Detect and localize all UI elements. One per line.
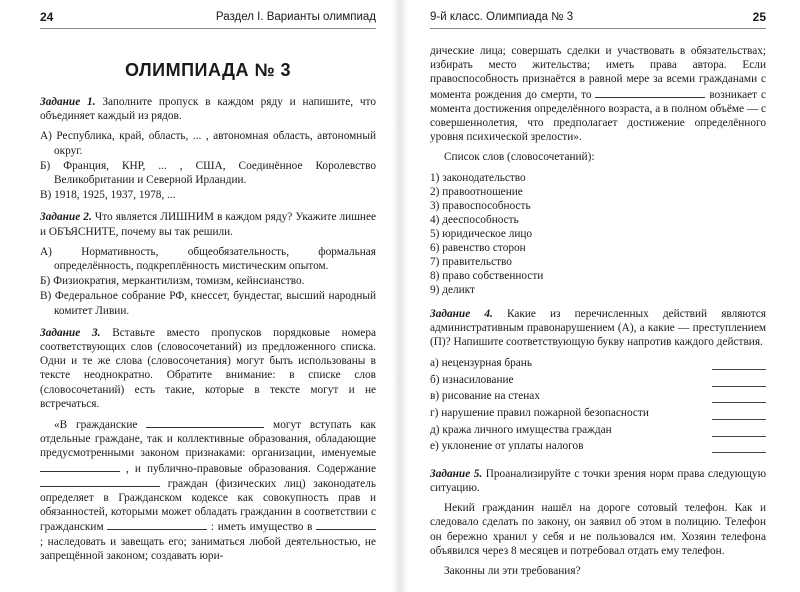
word-list-item: 8) право собственности (430, 269, 544, 282)
word-list-item: 7) правительство (430, 255, 512, 268)
right-page (400, 0, 800, 592)
task-4-item-text: д) кража личного имущества граждан (430, 423, 612, 436)
task-5-text: Проанализируйте с точки зрения норм права следующую ситуацию. (430, 467, 767, 494)
right-page-number: 25 (752, 10, 766, 24)
passage-s1: «В гражданские (54, 419, 138, 432)
task-4-item (430, 405, 766, 422)
task-4-item-text: в) рисование на стенах (430, 390, 540, 403)
task-4-item-text: б) изнасилование (430, 373, 514, 386)
task-4-item (430, 438, 766, 455)
blank-1[interactable] (146, 417, 264, 428)
left-page-number: 24 (40, 10, 54, 24)
passage-p1: дические лица; совершать сделки и участвовать в обязательствах; избирать место жительства; иметь права автора. Если правоспособность признаётся в равной мере за всеми гражданами с момента рождения до смерти, то (430, 45, 766, 101)
task-4 (430, 307, 766, 350)
answer-field[interactable] (712, 408, 766, 420)
task-2-option-a: А) Нормативность, общеобязательность, формальная определённость, подкреплённость мистическим опытом. (40, 245, 376, 273)
passage-continued (430, 44, 766, 144)
answer-field[interactable] (712, 441, 766, 453)
task-2-option-b: Б) Физиократия, меркантилизм, томизм, кейнсианство. (40, 275, 305, 288)
word-list-item: 9) деликт (430, 283, 475, 296)
left-running-title: Раздел I. Варианты олимпиад (215, 11, 376, 23)
task-4-item-text: г) нарушение правил пожарной безопасности (430, 407, 649, 420)
task-1-option-a: А) Республика, край, область, ... , автономная область, автономный округ. (40, 130, 376, 157)
task-4-text: Какие из перечисленных действий являются административным правонарушением (А), а какие — преступлением (П)? Напишите соответствующую букву напротив каждого действия. (430, 307, 767, 349)
task-5 (430, 467, 766, 495)
task-3-text: Вставьте вместо пропусков порядковые номера соответствующих слов (словосочетаний) из предложенного списка. Одни и те же слова (словосочетания) могут быть использованы в тексте неоднократно. Обратите внимание: в списке слов (словосочетаний) есть такие, которые в тексте могут и не встречаться. (40, 326, 376, 410)
task-4-item (430, 388, 766, 405)
left-running-head (40, 10, 376, 29)
task-4-item-text: е) уклонение от уплаты налогов (430, 440, 584, 453)
word-list-item: 2) правоотношение (430, 185, 523, 198)
task-5-question: Законны ли эти требования? (444, 565, 581, 578)
passage-s4: граждан (физических лиц) законодатель определяет в Гражданском кодексе как совокупность прав и обязанностей, которыми может обладать гражданин в соответствии с гражданским (40, 477, 376, 534)
passage-s7: любой деятельностью, не запрещённой законом; создавать юри- (40, 535, 376, 562)
task-3 (40, 326, 376, 411)
task-1-label: Задание 1. (40, 96, 96, 108)
passage-s2: могут вступать как отдельные граждане, так и коллективные образования, обладающие предусмотренными законом признаками: организации, именуемые (40, 419, 377, 460)
task-1-option-c: В) 1918, 1925, 1937, 1978, ... (40, 189, 176, 202)
task-4-item (430, 355, 766, 372)
task-1-option-b: Б) Франция, КНР, ... , США, Соединённое Королевство Великобритании и Северной Ирландии. (40, 159, 376, 187)
task-1-text: Заполните пропуск в каждом ряду и напишите, что объединяет каждый из рядов. (40, 96, 376, 123)
word-list-title: Список слов (словосочетаний): (444, 151, 595, 164)
answer-field[interactable] (712, 375, 766, 387)
word-list-item: 6) равенство сторон (430, 241, 526, 254)
passage-s3: , и публично-правовые образования. Содержание (126, 462, 376, 475)
word-list-item: 3) правоспособность (430, 199, 531, 212)
olympiad-title: ОЛИМПИАДА № 3 (124, 60, 292, 80)
task-4-label: Задание 4. (430, 307, 493, 320)
blank-3[interactable] (40, 476, 160, 487)
task-2-label: Задание 2. (40, 211, 92, 224)
task-2 (40, 210, 376, 238)
task-4-item-text: а) нецензурная брань (430, 357, 532, 370)
task-4-item (430, 422, 766, 439)
word-list-item: 5) юридическое лицо (430, 227, 533, 240)
task-2-options (40, 245, 376, 318)
blank-6[interactable] (595, 87, 705, 98)
task-5-label: Задание 5. (430, 467, 483, 480)
answer-field[interactable] (712, 358, 766, 370)
answer-field[interactable] (712, 391, 766, 403)
answer-field[interactable] (712, 425, 766, 437)
word-list-item: 4) дееспособность (430, 213, 519, 226)
passage-p2: возникает с момента достижения определённого возраста, а в полном объёме — с совершеннолетия, что предполагает достижение определённого уровня психической зрелости». (430, 88, 766, 144)
task-5-situation: Некий гражданин нашёл на дороге сотовый телефон. Как и следовало сделать по закону, он заявил об этом в полицию. Телефон он бережно хранил у себя и не пользовался им. Хозяин телефона объявился через 8 месяцев и потребовал отдать ему телефон. (430, 502, 766, 557)
task-1-options (40, 129, 376, 202)
blank-4[interactable] (107, 519, 207, 530)
task-2-text: Что является ЛИШНИМ в каждом ряду? Укажите лишнее и ОБЪЯСНИТЕ, почему вы так решили. (40, 211, 376, 238)
blank-2[interactable] (40, 461, 120, 472)
word-list (430, 171, 766, 297)
blank-5[interactable] (316, 519, 376, 530)
passage-part-1 (40, 417, 376, 563)
task-4-item (430, 372, 766, 389)
word-list-item: 1) законодательство (430, 171, 526, 184)
task-4-items (430, 355, 766, 455)
passage-s5: : иметь имущество в (210, 521, 313, 534)
task-3-label: Задание 3. (40, 326, 101, 339)
task-2-option-c: В) Федеральное собрание РФ, кнессет, бундестаг, высший народный комитет Ливии. (40, 290, 376, 317)
task-1 (40, 95, 376, 123)
right-running-title: 9-й класс. Олимпиада № 3 (430, 11, 574, 23)
passage-s6: ; наследовать и завещать его; заниматься (40, 535, 245, 548)
right-running-head (430, 10, 766, 29)
